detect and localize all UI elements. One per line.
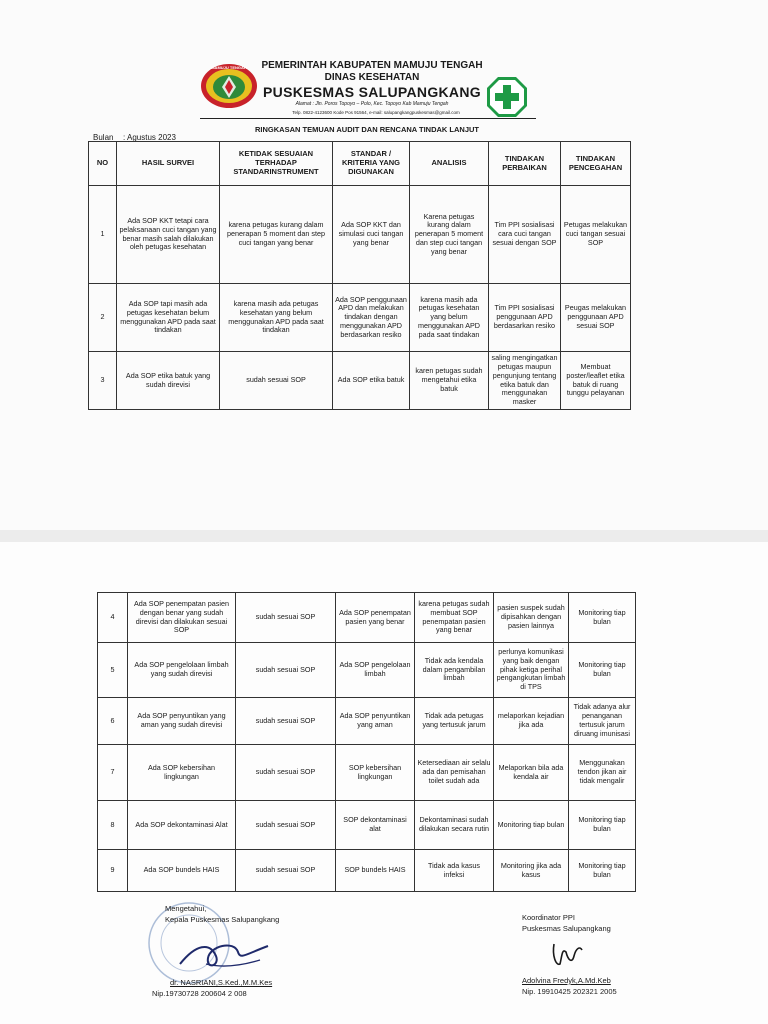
table-cell: sudah sesuai SOP xyxy=(236,643,336,698)
table-cell: 9 xyxy=(98,850,128,892)
table-cell: Ada SOP bundels HAIS xyxy=(128,850,236,892)
table-cell: SOP kebersihan lingkungan xyxy=(336,745,415,801)
table-cell: Ada SOP tapi masih ada petugas kesehatan belum menggunakan APD pada saat tindakan xyxy=(117,284,220,352)
header-hasil-survei: HASIL SURVEI xyxy=(117,142,220,186)
table-cell: sudah sesuai SOP xyxy=(220,352,333,410)
table-cell: Tidak adanya alur penanganan tertusuk jarum diruang imunisasi xyxy=(569,698,636,745)
table-cell: sudah sesuai SOP xyxy=(236,801,336,850)
table-cell: sudah sesuai SOP xyxy=(236,593,336,643)
table-cell: 7 xyxy=(98,745,128,801)
table-cell: karena petugas sudah membuat SOP penempatan pasien yang benar xyxy=(415,593,494,643)
regency-emblem-logo xyxy=(200,62,258,110)
table-cell: Ada SOP etika batuk xyxy=(333,352,410,410)
table-cell: Ada SOP penggunaan APD dan melakukan tindakan dengan menggunakan APD berdasarkan resiko xyxy=(333,284,410,352)
table-cell: Ada SOP pengelolaan limbah xyxy=(336,643,415,698)
table-cell: Monitoring tiap bulan xyxy=(569,593,636,643)
table-cell: Ada SOP KKT tetapi cara pelaksanaan cuci tangan yang benar masih salah dilakukan oleh petugas kesehatan xyxy=(117,186,220,284)
table-cell: Peugas melakukan penggunaan APD sesuai SOP xyxy=(561,284,631,352)
table-cell: Menggunakan tendon jikan air tidak mengalir xyxy=(569,745,636,801)
left-signer-name: dr. NASRIANI,S.Ked.,M.M.Kes xyxy=(170,978,273,987)
institution-name: PUSKESMAS SALUPANGKANG xyxy=(263,84,481,100)
table-cell: Monitoring jika ada kasus xyxy=(494,850,569,892)
month-label: Bulan xyxy=(93,133,114,142)
table-row xyxy=(98,801,636,850)
table-cell: Ketersediaan air selalu ada dan pemisahan toilet sudah ada xyxy=(415,745,494,801)
table-cell: Tidak ada kendala dalam pengambilan limbah xyxy=(415,643,494,698)
table-cell: Karena petugas kurang dalam penerapan 5 moment dan step cuci tangan yang benar xyxy=(410,186,489,284)
left-sign-line1: Mengetahui, xyxy=(165,904,207,913)
table-cell: Ada SOP kebersihan lingkungan xyxy=(128,745,236,801)
right-signer-name: Adolvina Fredyk,A.Md.Keb xyxy=(522,976,611,985)
table-cell: sudah sesuai SOP xyxy=(236,745,336,801)
table-cell: SOP dekontaminasi alat xyxy=(336,801,415,850)
table-row xyxy=(98,593,636,643)
right-sign-line1: Koordinator PPI xyxy=(522,913,575,922)
table-cell: Petugas melakukan cuci tangan sesuai SOP xyxy=(561,186,631,284)
table-row xyxy=(89,186,631,284)
page-separator xyxy=(0,530,768,542)
header-standar: STANDAR / KRITERIA YANG DIGUNAKAN xyxy=(333,142,410,186)
right-sign-line2: Puskesmas Salupangkang xyxy=(522,924,611,933)
audit-findings-table-continued xyxy=(97,592,636,892)
header-tindakan-pencegahan: TINDAKAN PENCEGAHAN xyxy=(561,142,631,186)
table-row xyxy=(89,352,631,410)
header-ketidaksesuaian: KETIDAK SESUAIAN TERHADAP STANDARINSTRUMENT xyxy=(220,142,333,186)
table-cell: melaporkan kejadian jika ada xyxy=(494,698,569,745)
table-cell: sudah sesuai SOP xyxy=(236,850,336,892)
table-cell: 3 xyxy=(89,352,117,410)
table-cell: 4 xyxy=(98,593,128,643)
table-cell: Membuat poster/leaflet etika batuk di ruang tunggu pelayanan xyxy=(561,352,631,410)
table-cell: 2 xyxy=(89,284,117,352)
svg-text:MAMUJU TENGAH: MAMUJU TENGAH xyxy=(211,65,247,70)
table-cell: karena masih ada petugas kesehatan yang belum menggunakan APD pada saat tindakan xyxy=(220,284,333,352)
table-cell: karena masih ada petugas kesehatan yang belum menggunakan APD pada saat tindakan xyxy=(410,284,489,352)
letterhead-rule xyxy=(200,118,536,119)
right-signature-scribble xyxy=(548,938,588,972)
table-cell: 6 xyxy=(98,698,128,745)
left-signature-scribble xyxy=(176,934,272,974)
audit-findings-table xyxy=(88,141,631,410)
table-cell: SOP bundels HAIS xyxy=(336,850,415,892)
table-row xyxy=(98,850,636,892)
table-cell: Tidak ada petugas yang tertusuk jarum xyxy=(415,698,494,745)
header-no: NO xyxy=(89,142,117,186)
table-cell: 1 xyxy=(89,186,117,284)
table-cell: Tidak ada kasus infeksi xyxy=(415,850,494,892)
government-name: PEMERINTAH KABUPATEN MAMUJU TENGAH xyxy=(261,60,483,71)
left-signer-nip: Nip.19730728 200604 2 008 xyxy=(152,989,247,998)
month-value: Agustus 2023 xyxy=(127,133,176,142)
table-cell: perlunya komunikasi yang baik dengan pihak ketiga perihal pengangkutan limbah di TPS xyxy=(494,643,569,698)
table-cell: Ada SOP penyuntikan yang aman yang sudah direvisi xyxy=(128,698,236,745)
puskesmas-cross-icon xyxy=(486,76,528,118)
table-cell: Ada SOP penempatan pasien dengan benar yang sudah direvisi dan dilakukan sesuai SOP xyxy=(128,593,236,643)
table-cell: Monitoring tiap bulan xyxy=(569,850,636,892)
table-cell: Ada SOP dekontaminasi Alat xyxy=(128,801,236,850)
document-title: RINGKASAN TEMUAN AUDIT DAN RENCANA TINDAK LANJUT xyxy=(254,125,480,134)
header-tindakan-perbaikan: TINDAKAN PERBAIKAN xyxy=(489,142,561,186)
table-row xyxy=(98,698,636,745)
table-cell: Tim PPI sosialisasi cara cuci tangan sesuai dengan SOP xyxy=(489,186,561,284)
table-cell: Ada SOP pengelolaan limbah yang sudah direvisi xyxy=(128,643,236,698)
table-cell: Ada SOP penempatan pasien yang benar xyxy=(336,593,415,643)
table-cell: saling mengingatkan petugas maupun pengunjung tentang etika batuk dan menggunakan masker xyxy=(489,352,561,410)
table-cell: Monitoring tiap bulan xyxy=(569,801,636,850)
table-cell: Monitoring tiap bulan xyxy=(494,801,569,850)
table-cell: Ada SOP penyuntikan yang aman xyxy=(336,698,415,745)
table-header-row xyxy=(89,142,631,186)
table-cell: Ada SOP etika batuk yang sudah direvisi xyxy=(117,352,220,410)
table-cell: Dekontaminasi sudah dilakukan secara rutin xyxy=(415,801,494,850)
table-cell: sudah sesuai SOP xyxy=(236,698,336,745)
table-cell: Melaporkan bila ada kendala air xyxy=(494,745,569,801)
table-cell: Tim PPI sosialisasi penggunaan APD berdasarkan resiko xyxy=(489,284,561,352)
right-signer-nip: Nip. 19910425 202321 2005 xyxy=(522,987,617,996)
institution-contact: Telp. 0822-4123600 Kode Pos 91564, e-mail: salupangkangpuskesmas@gmail.com xyxy=(292,110,460,115)
table-cell: karena petugas kurang dalam penerapan 5 moment dan step cuci tangan yang benar xyxy=(220,186,333,284)
table-cell: karen petugas sudah mengetahui etika batuk xyxy=(410,352,489,410)
department-name: DINAS KESEHATAN xyxy=(324,72,420,83)
header-analisis: ANALISIS xyxy=(410,142,489,186)
table-cell: pasien suspek sudah dipisahkan dengan pasien lainnya xyxy=(494,593,569,643)
table-row xyxy=(98,745,636,801)
table-cell: Ada SOP KKT dan simulasi cuci tangan yang benar xyxy=(333,186,410,284)
table-row xyxy=(98,643,636,698)
month-colon: : xyxy=(123,133,126,142)
table-cell: 5 xyxy=(98,643,128,698)
table-cell: 8 xyxy=(98,801,128,850)
left-sign-line2: Kepala Puskesmas Salupangkang xyxy=(165,915,280,924)
table-cell: Monitoring tiap bulan xyxy=(569,643,636,698)
table-row xyxy=(89,284,631,352)
institution-address: Alamat : Jln. Poros Topoyo – Polo, Kec. Topoyo Kab Mamuju Tengah xyxy=(295,101,449,107)
